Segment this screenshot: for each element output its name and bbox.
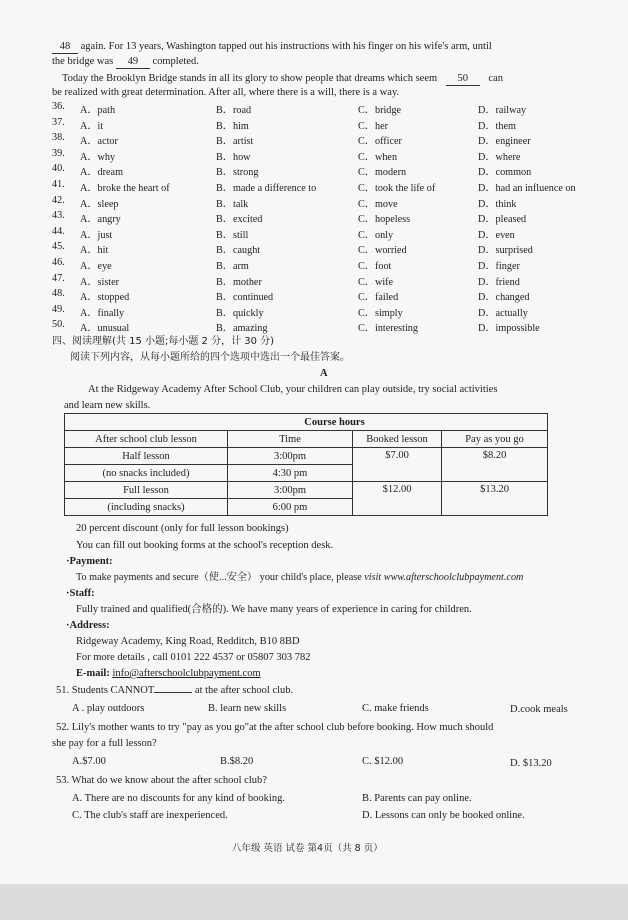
option-d: D．friend: [478, 276, 520, 288]
option-a: A．it: [80, 120, 104, 132]
option-a: A．actor: [80, 136, 118, 148]
option-a: A．broke the heart of: [80, 183, 170, 194]
option-b: B．how: [216, 151, 251, 163]
option-b: B．mother: [216, 276, 262, 288]
option-b: B．still: [216, 229, 249, 241]
option-b: B．caught: [216, 245, 261, 257]
half-lesson-name: Half lesson: [65, 448, 228, 465]
option-d: D．finger: [478, 261, 520, 272]
payment-url: visit www.afterschoolclubpayment.com: [364, 572, 524, 583]
option-b: B．road: [216, 105, 252, 116]
passage-letter: A: [320, 368, 328, 379]
q51-option-b: B. learn new skills: [208, 703, 287, 714]
option-c: C．modern: [358, 167, 407, 179]
passage-intro-2: and learn new skills.: [64, 400, 151, 411]
header-lesson: After school club lesson: [65, 431, 228, 448]
option-b: B．arm: [216, 261, 249, 272]
table-title: Course hours: [228, 414, 442, 431]
option-c: C．foot: [358, 261, 392, 272]
address-text: Ridgeway Academy, King Road, Redditch, B10 8BD: [76, 636, 300, 647]
cloze-line-3-text: Today the Brooklyn Bridge stands in all its glory to show people that dreams which seem: [62, 73, 438, 84]
option-row-number: 36.: [52, 101, 65, 112]
option-c: C．officer: [358, 136, 402, 148]
option-d: D．even: [478, 229, 515, 241]
option-c: C．when: [358, 151, 398, 163]
option-d: D．think: [478, 198, 517, 210]
option-c: C．interesting: [358, 323, 418, 335]
q51-option-c: C. make friends: [362, 703, 429, 714]
section-instruction: 阅读下列内容，从每小题所给的四个选项中选出一个最佳答案。: [70, 352, 350, 363]
blank-49: 49: [116, 55, 150, 69]
option-d: D．common: [478, 167, 532, 179]
option-d: D．impossible: [478, 323, 540, 335]
cloze-line-3: [62, 72, 503, 86]
half-lesson-booked: $7.00: [353, 448, 442, 482]
option-c: C．her: [358, 120, 388, 132]
full-lesson-payg: $13.20: [442, 482, 548, 516]
q51-option-d: D.cook meals: [510, 704, 568, 715]
payment-line: [76, 571, 523, 584]
email-address[interactable]: info@afterschoolclubpayment.com: [112, 668, 261, 679]
header-booked: Booked lesson: [353, 431, 442, 448]
cloze-line-1: [52, 40, 492, 54]
option-a: A．hit: [80, 245, 109, 257]
option-b: B．continued: [216, 292, 274, 304]
half-lesson-time-end: 4:30 pm: [228, 465, 353, 482]
option-a: A．finally: [80, 307, 125, 319]
blank-50: 50: [446, 72, 480, 86]
option-a: A．path: [80, 105, 116, 116]
section-heading: 四、阅读理解(共 15 小题;每小题 2 分，计 30 分): [52, 336, 275, 347]
option-row-number: 43.: [52, 210, 65, 222]
payment-text: To make payments and secure（使...安全） your child's place, please: [76, 572, 362, 583]
option-b: B．excited: [216, 214, 263, 226]
option-c: C．move: [358, 198, 398, 210]
option-a: A．dream: [80, 167, 123, 179]
option-b: B．talk: [216, 198, 249, 210]
option-b: B．strong: [216, 167, 259, 179]
option-d: D．changed: [478, 292, 530, 304]
option-d: D．had an influence on: [478, 183, 576, 194]
question-52-line-2: she pay for a full lesson?: [52, 738, 157, 749]
option-a: A．angry: [80, 214, 121, 226]
option-b: B．amazing: [216, 323, 268, 335]
blank-48: 48: [52, 40, 78, 54]
cloze-line-2-text: completed.: [152, 56, 199, 67]
details-text: For more details , call 0101 222 4537 or 05807 303 782: [76, 652, 311, 663]
option-b: B．made a difference to: [216, 183, 317, 194]
option-row-number: 49.: [52, 303, 65, 315]
option-row-number: 46.: [52, 257, 65, 268]
option-b: B．artist: [216, 136, 254, 148]
option-c: C．bridge: [358, 105, 402, 116]
q52-option-a: A.$7.00: [72, 756, 106, 767]
option-row-number: 47.: [52, 272, 65, 284]
full-lesson-booked: $12.00: [353, 482, 442, 516]
option-c: C．took the life of: [358, 183, 436, 194]
q51-option-a: A . play outdoors: [72, 703, 145, 714]
option-d: D．pleased: [478, 214, 527, 226]
option-d: D．actually: [478, 307, 528, 319]
cloze-line-2: [52, 55, 199, 69]
option-row-number: 42.: [52, 194, 65, 206]
full-lesson-time-end: 6:00 pm: [228, 499, 353, 516]
forms-text: You can fill out booking forms at the school's reception desk.: [76, 540, 334, 551]
q52-option-b: B.$8.20: [220, 756, 254, 767]
cloze-line-3-suffix: can: [488, 73, 503, 84]
option-row-number: 38.: [52, 132, 65, 144]
address-label: ·Address:: [66, 620, 110, 631]
cloze-line-2-prefix: the bridge was: [52, 56, 114, 67]
option-row-number: 48.: [52, 288, 65, 300]
option-a: A．why: [80, 151, 116, 163]
option-d: D．them: [478, 120, 516, 132]
option-b: B．quickly: [216, 307, 264, 319]
payment-label: ·Payment:: [66, 556, 113, 567]
half-lesson-time-start: 3:00pm: [228, 448, 353, 465]
option-row-number: 50.: [52, 319, 65, 331]
q53-option-d: D. Lessons can only be booked online.: [362, 810, 525, 821]
option-b: B．him: [216, 120, 249, 132]
option-c: C．hopeless: [358, 214, 411, 226]
option-d: D．where: [478, 151, 521, 163]
question-51-blank: [154, 692, 192, 693]
question-51-stem: 51. Students CANNOT: [56, 685, 155, 696]
q53-option-c: C. The club's staff are inexperienced.: [72, 810, 228, 821]
q53-option-a: A. There are no discounts for any kind of booking.: [72, 793, 285, 804]
option-d: D．surprised: [478, 245, 533, 257]
passage-intro-1: At the Ridgeway Academy After School Club, your children can play outside, try social activities: [88, 384, 498, 395]
option-row-number: 40.: [52, 163, 65, 175]
full-lesson-time-start: 3:00pm: [228, 482, 353, 499]
email-line: [76, 667, 261, 680]
option-row-number: 41.: [52, 179, 65, 190]
course-hours-table: [64, 413, 548, 516]
option-row-number: 44.: [52, 225, 65, 237]
cloze-line-4: be realized with great determination. After all, where there is a will, there is a way.: [52, 87, 400, 98]
email-label: E-mail:: [76, 668, 110, 679]
option-c: C．wife: [358, 276, 394, 288]
option-c: C．simply: [358, 307, 403, 319]
option-a: A．eye: [80, 261, 112, 272]
header-payg: Pay as you go: [442, 431, 548, 448]
option-d: D．railway: [478, 105, 527, 116]
option-row-number: 37.: [52, 116, 65, 128]
option-a: A．unusual: [80, 323, 130, 335]
full-lesson-name: Full lesson: [65, 482, 228, 499]
option-row-number: 39.: [52, 147, 65, 159]
option-d: D．engineer: [478, 136, 531, 148]
full-lesson-note: (including snacks): [65, 499, 228, 516]
half-lesson-note: (no snacks included): [65, 465, 228, 482]
q53-option-b: B. Parents can pay online.: [362, 793, 472, 804]
option-row-number: 45.: [52, 241, 65, 253]
discount-text: 20 percent discount (only for full lesson bookings): [76, 523, 289, 534]
question-53: 53. What do we know about the after school club?: [56, 775, 267, 786]
question-52-line-1: 52. Lily's mother wants to try "pay as you go"at the after school club before booking. How much should: [56, 722, 494, 733]
question-51: [56, 684, 293, 697]
q52-option-d: D. $13.20: [510, 758, 552, 769]
staff-text: Fully trained and qualified(合格的). We have many years of experience in caring for children.: [76, 604, 472, 615]
option-a: A．sister: [80, 276, 120, 288]
q52-option-c: C. $12.00: [362, 756, 404, 767]
option-c: C．worried: [358, 245, 407, 257]
option-c: C．only: [358, 229, 394, 241]
option-a: A．sleep: [80, 198, 119, 210]
option-a: A．stopped: [80, 292, 130, 304]
page-footer: 八年级 英语 试卷 第4页（共 8 页）: [232, 843, 383, 854]
half-lesson-payg: $8.20: [442, 448, 548, 482]
cloze-line-1-text: again. For 13 years, Washington tapped out his instructions with his finger on his wife's arm, until: [80, 41, 492, 52]
header-time: Time: [228, 431, 353, 448]
question-51-tail: at the after school club.: [194, 685, 294, 696]
staff-label: ·Staff:: [66, 588, 95, 599]
option-c: C．failed: [358, 292, 399, 304]
option-a: A．just: [80, 229, 113, 241]
